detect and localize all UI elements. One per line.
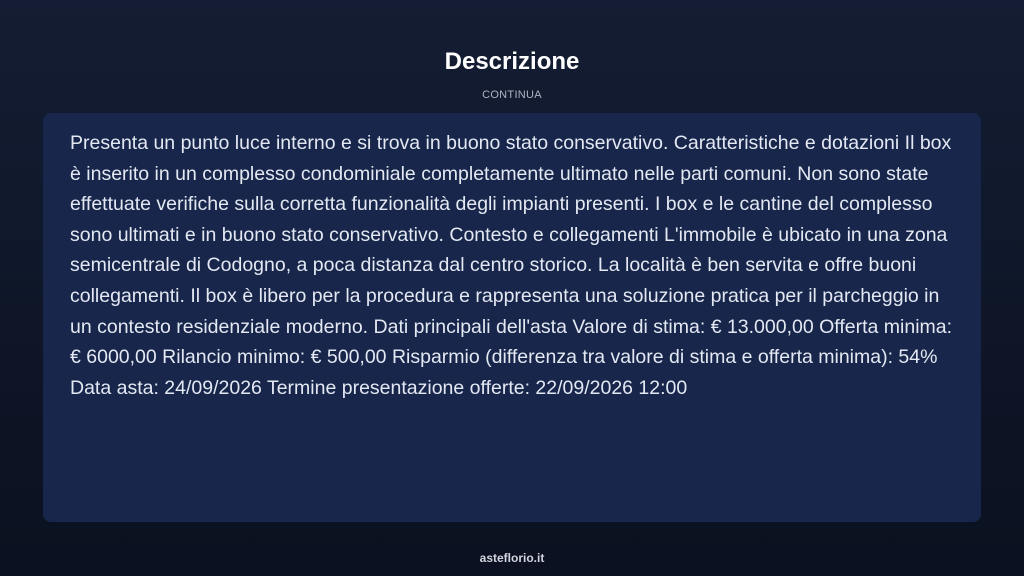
description-text: Presenta un punto luce interno e si trova in buono stato conservativo. Caratteristiche e dotazioni Il box è inserito in un complesso condominiale completamente ultimato nelle parti comuni. Non sono state effettuate verifiche sulla corretta funzionalità degli impianti presenti. I box e le cantine del complesso sono ultimati e in buono stato conservativo. Contesto e collegamenti L'immobile è ubicato in una zona semicentrale di Codogno, a poca distanza dal centro storico. La località è ben servita e offre buoni collegamenti. Il box è libero per la procedura e rappresenta una soluzione pratica per il parcheggio in un contesto residenziale moderno. Dati principali dell'asta Valore di stima: € 13.000,00 Offerta minima: € 6000,00 Rilancio minimo: € 500,00 Risparmio (differenza tra valore di stima e offerta minima): 54% Data asta: 24/09/2026 Termine presentazione offerte: 22/09/2026 12:00 <box>70 132 953 399</box>
footer-site-link[interactable]: asteflorio.it <box>479 551 545 565</box>
description-card <box>43 113 981 522</box>
continue-label: CONTINUA <box>482 89 542 101</box>
page-title: Descrizione <box>444 48 580 75</box>
